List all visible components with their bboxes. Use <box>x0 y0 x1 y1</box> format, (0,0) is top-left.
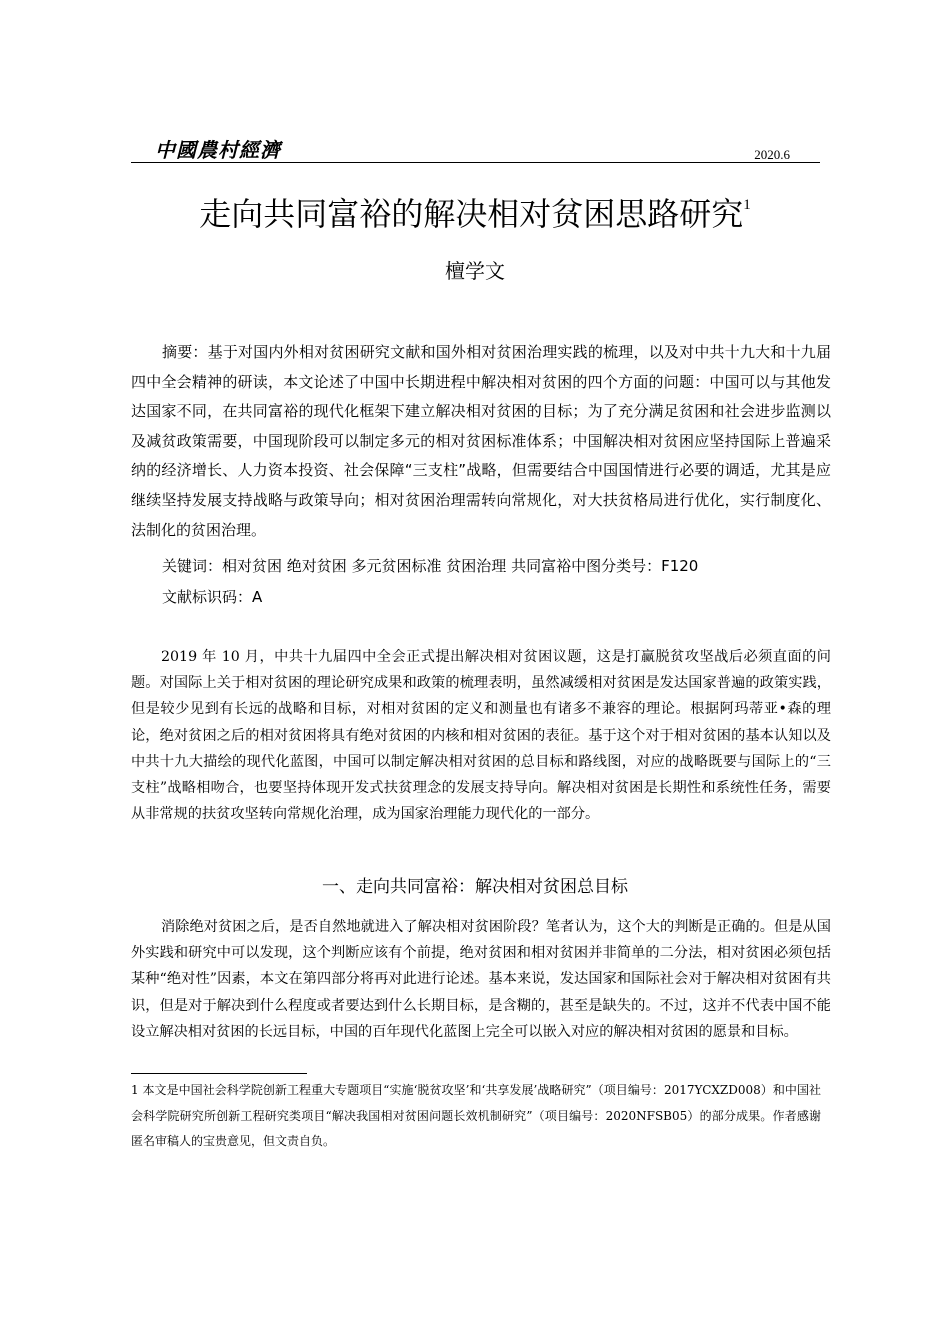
paper-title-text: 走向共同富裕的解决相对贫困思路研究 <box>199 195 744 233</box>
intro-paragraph: 2019 年 10 月，中共十九届四中全会正式提出解决相对贫困议题，这是打赢脱贫攻坚战后必须直面的问题。对国际上关于相对贫困的理论研究成果和政策的梳理表明，虽然减缓相对贫困是发达国家普遍的政策实践，但是较少见到有长远的战略和目标，对相对贫困的定义和测量也有诸多不兼容的理论。根据阿玛蒂亚•森的理论，绝对贫困之后的相对贫困将具有绝对贫困的内核和相对贫困的表征。基于这个对于相对贫困的基本认知以及中共十九大描绘的现代化蓝图，中国可以制定解决相对贫困的总目标和路线图，对应的战略既要与国际上的“三支柱”战略相吻合，也要坚持体现开发式扶贫理念的发展支持导向。解决相对贫困是长期性和系统性任务，需要从非常规的扶贫攻坚转向常规化治理，成为国家治理能力现代化的一部分。 <box>131 649 831 823</box>
journal-name: 中國農村經濟 <box>155 138 281 162</box>
issue-number: 2020.6 <box>754 147 790 162</box>
section-1-paragraph: 消除绝对贫困之后，是否自然地就进入了解决相对贫困阶段？笔者认为，这个大的判断是正确的。但是从国外实践和研究中可以发现，这个判断应该有个前提，绝对贫困和相对贫困并非简单的二分法，相对贫困必须包括某种“绝对性”因素，本文在第四部分将再对此进行论述。基本来说，发达国家和国际社会对于解决相对贫困有共识，但是对于解决到什么程度或者要达到什么长期目标，是含糊的，甚至是缺失的。不过，这并不代表中国不能设立解决相对贫困的长远目标，中国的百年现代化蓝图上完全可以嵌入对应的解决相对贫困的愿景和目标。 <box>131 919 831 1040</box>
section-1-heading: 一、走向共同富裕：解决相对贫困总目标 <box>322 877 628 897</box>
author-name: 檀学文 <box>445 259 505 283</box>
paper-title <box>0 183 950 236</box>
footnote-1: 1 本文是中国社会科学院创新工程重大专题项目“实施‘脱贫攻坚’和‘共享发展’战略研究”（项目编号：2017YCXZD008）和中国社会科学院研究所创新工程研究类项目“解决我国相对贫困问题长效机制研究”（项目编号：2020NFSB05）的部分成果。作者感谢匿名审稿人的宝贵意见，但文责自负。 <box>131 1083 821 1148</box>
footnote-divider <box>131 1073 307 1074</box>
running-header <box>131 132 820 163</box>
document-code: 文献标识码：A <box>162 588 263 606</box>
section-1-body <box>131 914 831 1045</box>
title-footnote-mark[interactable]: 1 <box>743 197 751 213</box>
intro-section <box>131 644 831 827</box>
abstract-text: 摘要：基于对国内外相对贫困研究文献和国外相对贫困治理实践的梳理，以及对中共十九大和十九届四中全会精神的研读，本文论述了中国中长期进程中解决相对贫困的四个方面的问题：中国可以与其他发达国家不同，在共同富裕的现代化框架下建立解决相对贫困的目标；为了充分满足贫困和社会进步监测以及减贫政策需要，中国现阶段可以制定多元的相对贫困标准体系；中国解决相对贫困应坚持国际上普遍采纳的经济增长、人力资本投资、社会保障“三支柱”战略，但需要结合中国国情进行必要的调适，尤其是应继续坚持发展支持战略与政策导向；相对贫困治理需转向常规化，对大扶贫格局进行优化，实行制度化、法制化的贫困治理。 <box>131 343 831 539</box>
abstract <box>131 338 831 545</box>
keywords: 关键词：相对贫困 绝对贫困 多元贫困标准 贫困治理 共同富裕中图分类号：F120 <box>162 557 699 575</box>
